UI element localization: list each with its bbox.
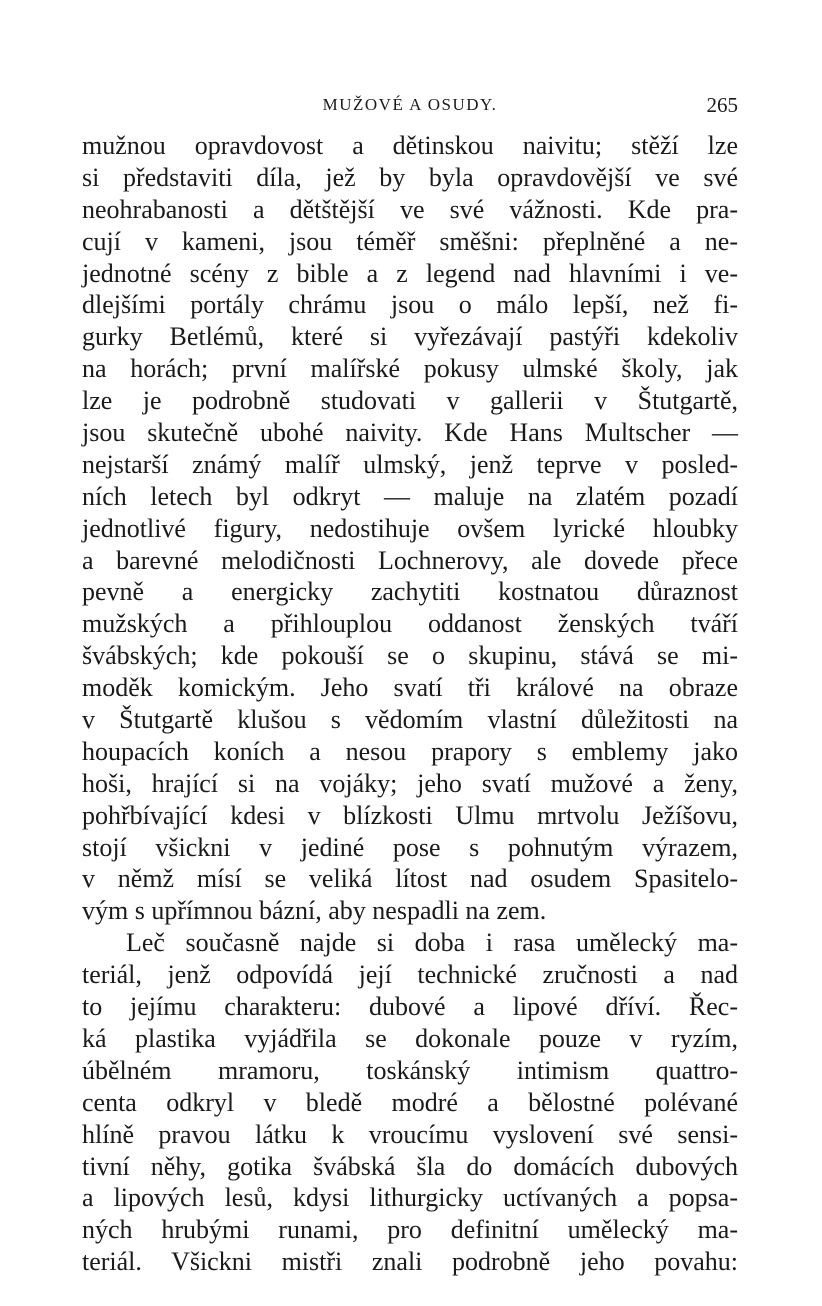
text-line: neohrabanosti a dětštější ve své vážnosti. Kde pra- [82,194,738,224]
text-line: si představiti díla, jež by byla opravdovější ve své [82,162,738,192]
running-head [82,92,738,118]
text-line: na horách; první malířské pokusy ulmské školy, jak [82,354,738,384]
text-line: pohřbívající kdesi v blízkosti Ulmu mrtvolu Ježíšovu, [82,800,738,830]
text-line: pevně a energicky zachytiti kostnatou důraznost [82,577,738,607]
text-line: a lipových lesů, kdysi lithurgicky uctívaných a popsa- [82,1183,738,1213]
text-line: jednotlivé figury, nedostihuje ovšem lyrické hloubky [82,513,738,543]
text-line: hlíně pravou látku k vroucímu vyslovení své sensi- [82,1119,738,1149]
text-line: mužských a přihlouplou oddanost ženských tváří [82,609,738,639]
text-line: gurky Betlémů, které si vyřezávají pastýři kdekoliv [82,322,738,352]
text-line: Leč současně najde si doba i rasa umělecký ma- [126,928,738,958]
text-line: teriál, jenž odpovídá její technické zručnosti a nad [82,960,738,990]
text-line: moděk komickým. Jeho svatí tři králové na obraze [82,673,738,703]
text-line: cují v kameni, jsou téměř směšni: přeplněné a ne- [82,226,738,256]
text-line: centa odkryl v bledě modré a bělostné polévané [82,1087,738,1117]
text-line: tivní něhy, gotika švábská šla do domácích dubových [82,1151,738,1181]
text-line: ká plastika vyjádřila se dokonale pouze v ryzím, [82,1023,738,1053]
running-title: MUŽOVÉ A OSUDY. [322,95,498,114]
text-line: švábských; kde pokouší se o skupinu, stává se mi- [82,641,738,671]
text-line: v němž mísí se veliká lítost nad osudem Spasitelo- [82,864,738,894]
text-line: hoši, hrající si na vojáky; jeho svatí mužové a ženy, [82,768,738,798]
text-line: mužnou opravdovost a dětinskou naivitu; stěží lze [82,131,738,160]
text-line: ných hrubými runami, pro definitní umělecký ma- [82,1215,738,1245]
text-line: teriál. Všickni mistři znali podrobně jeho povahu: [82,1247,738,1277]
text-line: jednotné scény z bible a z legend nad hlavními i ve- [82,258,738,288]
text-line: jsou skutečně ubohé naivity. Kde Hans Multscher — [82,418,738,448]
text-line: to jejímu charakteru: dubové a lipové dříví. Řec- [82,992,738,1022]
text-line: nejstarší známý malíř ulmský, jenž teprve v posled- [82,449,738,479]
text-line: houpacích koních a nesou prapory s emblemy jako [82,736,738,766]
text-line: lze je podrobně studovati v gallerii v Štutgartě, [82,386,738,416]
body-text [82,130,738,1278]
text-line: stojí všickni v jediné pose s pohnutým výrazem, [82,832,738,862]
paragraph [82,927,738,1278]
text-line: v Štutgartě klušou s vědomím vlastní důležitosti na [82,705,738,735]
text-line: a barevné melodičnosti Lochnerovy, ale dovede přece [82,545,738,575]
paragraph [82,130,738,927]
text-line: vým s upřímnou bázní, aby nespadli na zem. [82,896,547,926]
text-line: ních letech byl odkryt — maluje na zlatém pozadí [82,481,738,511]
page-number: 265 [706,93,738,117]
text-line: dlejšími portály chrámu jsou o málo lepší, než fi- [82,290,738,320]
text-line: úbělném mramoru, toskánský intimism quattro- [82,1055,738,1085]
